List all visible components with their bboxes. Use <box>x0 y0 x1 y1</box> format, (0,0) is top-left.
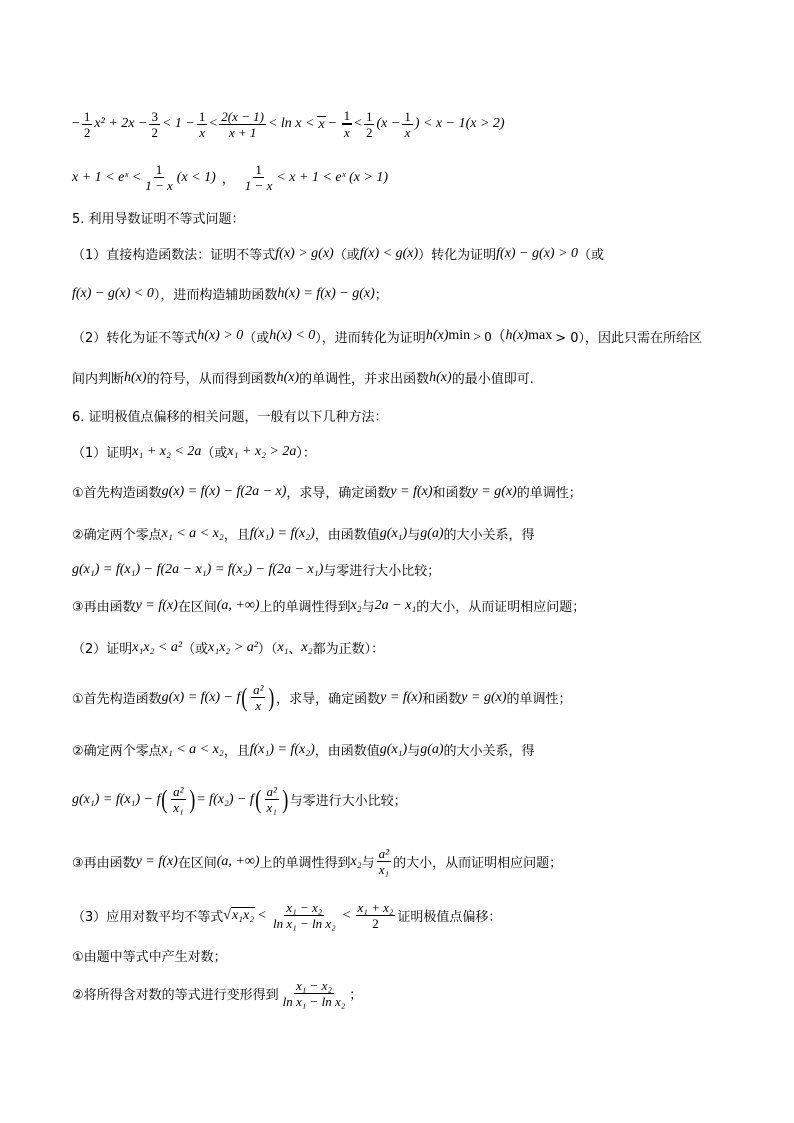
section-5-item-2-cont: 间内判断 h(x) 的符号，从而得到函数 h(x) 的单调性，并求出函数 h(x) 的最小值即可. <box>72 369 534 387</box>
fraction-one-over-1-x: $\frac{1}{1 - x}$ <box>145 162 173 193</box>
fraction-a-squared-over-x1-b: $\frac{\text{a²}}{\text{x₁}}$ <box>266 784 277 815</box>
section-5-title: 5. 利用导数证明不等式问题： <box>72 212 245 227</box>
fraction-one-over-sqrt-x: $\frac{1}{x}$ <box>343 108 351 140</box>
fraction-2x-1-over-x-1: $\frac{2(x - 1)}{x + 1}$ <box>221 108 264 140</box>
section-6-item-2-step-3: ③再由函数 y = f(x) 在区间 (a, +∞) 上的单调性得到 x₂ 与 $\frac{\text{a²}}{\text{x₁}}$ 的大小，从而证明相应问题； <box>72 846 563 877</box>
sqrt-x: x <box>318 116 325 132</box>
section-6-item-2-step-1: ①首先构造函数 g(x) = f(x) − f ( $\frac{\text{a²}}{x}$ ) ，求导，确定函数 y = f(x) 和函数 y = g(x) 的单调性； <box>72 682 572 713</box>
fraction-a-squared-over-x1-c: $\frac{\text{a²}}{\text{x₁}}$ <box>378 846 390 877</box>
minus-sign: − <box>72 116 80 131</box>
fraction-three-half: $\frac{3}{2}$ <box>151 108 158 140</box>
inequality-chain-2: x + 1 < eˣ < $\frac{1}{1 - x}$ (x < 1) ， $\frac{1}{1 - x}$ < x + 1 < eˣ (x > 1) <box>72 162 389 193</box>
section-6-item-3-step-1: ①由题中等式中产生对数； <box>72 950 227 965</box>
section-6-item-3: （3）应用对数平均不等式 √ x₁x₂ < $\frac{\text{x₁ − x₂}}{\text{ln x₁ − ln x₂}}$ < $\frac{\text{x₁ + x₂}}{2}$ 证明极值点偏移： <box>72 900 502 931</box>
fraction-log-mean: $\frac{\text{x₁ − x₂}}{\text{ln x₁ − ln x₂}}$ <box>273 900 336 931</box>
section-6-item-1-step-2: ②确定两个零点 x₁ < a < x₂ ，且 f(x₁) = f(x₂) ，由函数值 g(x₁) 与 g(a) 的大小关系，得 <box>72 525 535 543</box>
fraction-one-over-x-b: $\frac{1}{x}$ <box>404 108 411 140</box>
sqrt-x1x2: x₁x₂ <box>231 908 255 923</box>
section-6-item-3-step-2: ②将所得含对数的等式进行变形得到 $\frac{\text{x₁ − x₂}}{\text{ln x₁ − ln x₂}}$ ； <box>72 978 363 1009</box>
fraction-a-squared-over-x: $\frac{\text{a²}}{x}$ <box>253 682 264 713</box>
fraction-arith-mean: $\frac{\text{x₁ + x₂}}{2}$ <box>357 900 394 931</box>
section-6-item-2-step-2: ②确定两个零点 x₁ < a < x₂ ，且 f(x₁) = f(x₂) ，由函数值 g(x₁) 与 g(a) 的大小关系，得 <box>72 741 535 759</box>
fraction-one-half-b: $\frac{1}{2}$ <box>365 108 373 140</box>
section-6-item-1-step-2-cont: g(x₁) = f(x₁) − f(2a − x₁) = f(x₂) − f(2a − x₁) 与零进行大小比较； <box>72 561 441 579</box>
section-5-item-1-cont: f(x) − g(x) < 0 ），进而构造辅助函数 h(x) = f(x) − g(x) ； <box>72 285 388 303</box>
inequality-chain-1: − $\frac{1}{2}$ x² + 2x − $\frac{3}{2}$ < 1 − $\frac{1}{x}$ < $\frac{2(x - 1)}{x + 1}$ < ln x < x − $\frac{1}{x}$ < $\frac{1}{2}$ (x − $\frac{1}{x}$ ) < x − 1(x > 2) <box>72 108 505 140</box>
section-6-item-2-step-2-cont: g(x₁) = f(x₁) − f ( $\frac{\text{a²}}{\text{x₁}}$ ) = f(x₂) − f ( $\frac{\text{a²}}{\text{x₁}}$ ) 与零进行大小比较； <box>72 784 407 815</box>
fraction-one-over-x: $\frac{1}{x}$ <box>198 108 206 140</box>
fraction-one-half: $\frac{1}{2}$ <box>83 108 91 140</box>
section-5-item-1: （1）直接构造函数法：证明不等式 f(x) > g(x) （或 f(x) < g(x) ）转化为证明 f(x) − g(x) > 0 （或 <box>72 245 605 263</box>
fraction-log-mean-b: $\frac{\text{x₁ − x₂}}{\text{ln x₁ − ln x₂}}$ <box>282 978 346 1009</box>
section-5-item-2: （2）转化为证不等式 h(x) > 0 （或 h(x) < 0 ），进而转化为证明 h(x) min > 0（ h(x) max > 0），因此只需在所给区 <box>72 328 702 346</box>
fraction-a-squared-over-x1: $\frac{\text{a²}}{\text{x₁}}$ <box>173 784 184 815</box>
section-6-item-1-step-1: ①首先构造函数 g(x) = f(x) − f(2a − x) ，求导，确定函数 y = f(x) 和函数 y = g(x) 的单调性； <box>72 483 582 501</box>
section-6-title: 6. 证明极值点偏移的相关问题，一般有以下几种方法： <box>72 410 388 425</box>
fraction-one-over-1-x-b: $\frac{1}{1 - x}$ <box>244 162 273 193</box>
section-6-item-1-step-3: ③再由函数 y = f(x) 在区间 (a, +∞) 上的单调性得到 x₂ 与 2a − x₁ 的大小，从而证明相应问题； <box>72 597 586 615</box>
section-6-item-1: （1）证明 x₁ + x₂ < 2a （或 x₁ + x₂ > 2a ）： <box>72 443 316 461</box>
section-6-item-2: （2）证明 x₁x₂ < a² （或 x₁x₂ > a² ）（ x₁ 、 x₂ 都为正数）： <box>72 639 385 657</box>
